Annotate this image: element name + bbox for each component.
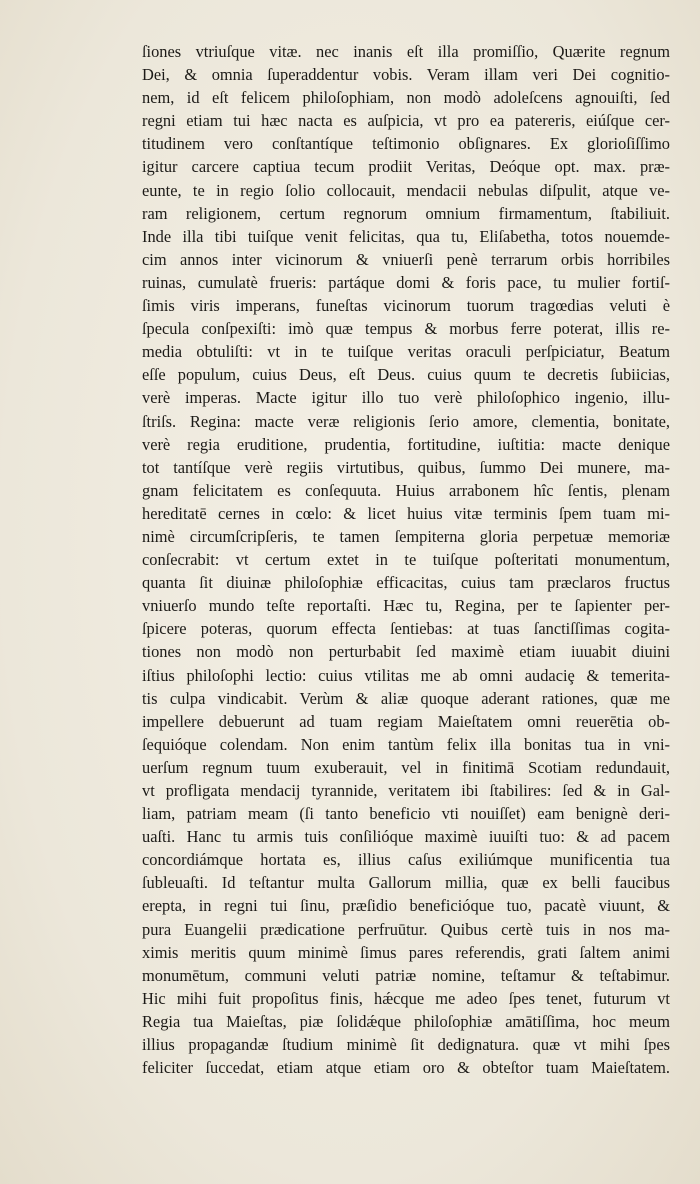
text-line: uaſti. Hanc tu armis tuis conſilióque maximè iuuiſti tuo: & ad pacem [142,827,670,847]
text-line: tot tantíſque verè regiis virtutibus, quibus, ſummo Dei munere, ma- [142,457,670,477]
text-line: ſpicere poteras, quorum effecta ſentiebas: at tuas ſanctiſſimas cogita- [142,619,670,639]
text-line: conſecrabit: vt certum extet in te tuiſque poſteritati monumentum, [142,550,670,570]
text-line: nem, id eſt felicem philoſophiam, non modò adoleſcens agnouiſti, ſed [142,88,670,108]
text-line: regni etiam tui hæc nacta es auſpicia, vt pro ea patereris, eiúſque cer- [142,111,670,131]
text-line: Hic mihi fuit propoſitus finis, hǽcque me adeo ſpes tenet, futurum vt [142,988,670,1008]
text-line: ram religionem, certum regnorum omnium firmamentum, ſtabiliuit. [142,203,670,223]
text-line: nimè circumſcripſeris, te tamen ſempiterna gloria perpetuæ memoriæ [142,526,670,546]
text-line: verè regia eruditione, prudentia, fortitudine, iuſtitia: macte denique [142,434,670,454]
text-line: tiones non modò non perturbabit ſed maximè etiam iuuabit diuini [142,642,670,662]
text-line: hereditatē cernes in cœlo: & licet huius vitæ terminis ſpem tuam mi- [142,503,670,523]
text-line: erepta, in regni tui ſinu, præſidio beneficióque tuo, pacatè viuunt, & [142,896,670,916]
text-line: tis culpa vindicabit. Verùm & aliæ quoque aderant rationes, quæ me [142,688,670,708]
text-line: concordiámque hortata es, illius caſus exiliúmque munificentia tua [142,850,670,870]
body-text [142,40,670,1079]
text-line: igitur carcere captiua tecum prodiit Veritas, Deóque opt. max. præ- [142,157,670,177]
text-line: feliciter ſuccedat, etiam atque etiam oro & obteſtor tuam Maieſtatem. [142,1058,670,1078]
text-line: ſimis viris imperans, funeſtas vicinorum tuorum tragœdias veluti è [142,296,670,316]
text-line: ſtriſs. Regina: macte veræ religionis ſerio amore, clementia, bonitate, [142,411,670,431]
text-line: verè imperas. Macte igitur illo tuo verè philoſophico ingenio, illu- [142,388,670,408]
text-line: gnam felicitatem es conſequuta. Huius arrabonem hîc ſentis, plenam [142,480,670,500]
text-line: ruinas, cumulatè frueris: partáque domi & foris pace, tu mulier fortiſ- [142,272,670,292]
text-line: pura Euangelii prædicatione perfruūtur. Quibus certè tuis in nos ma- [142,919,670,939]
text-line: quanta ſit diuinæ philoſophiæ efficacitas, cuius tam præclaros fructus [142,573,670,593]
text-line: uerſum regnum tuum exuberauit, vel in finitimā Scotiam redundauit, [142,757,670,777]
text-line: iſtius philoſophi lectio: cuius vtilitas me ab omni audaciȩ & temerita- [142,665,670,685]
text-line: liam, patriam meam (ſi tanto beneficio vti nouiſſet) eam benignè deri- [142,804,670,824]
text-line: illius propagandæ ſtudium minimè ſit dedignatura. quæ vt mihi ſpes [142,1035,670,1055]
text-line: Regia tua Maieſtas, piæ ſolidǽque philoſophiæ amātiſſima, hoc meum [142,1011,670,1031]
text-line: eſſe populum, cuius Deus, eſt Deus. cuius quum te decretis ſubiicias, [142,365,670,385]
text-line: Dei, & omnia ſuperaddentur vobis. Veram illam veri Dei cognitio- [142,65,670,85]
text-line: ſequióque colendam. Non enim tantùm felix illa bonitas tua in vni- [142,734,670,754]
text-line: titudinem vero conſtantíque teſtimonio obſignares. Ex glorioſiſſimo [142,134,670,154]
text-line: cim annos inter vicinorum & vniuerſi penè terrarum orbis horribiles [142,249,670,269]
text-line: ſubleuaſti. Id teſtantur multa Gallorum millia, quæ ex belli faucibus [142,873,670,893]
text-line: vt profligata mendacij tyrannide, veritatem ibi ſtabilires: ſed & in Gal- [142,781,670,800]
text-line: Inde illa tibi tuiſque venit felicitas, qua tu, Eliſabetha, totos nouemde- [142,226,670,246]
text-line: ſiones vtriuſque vitæ. nec inanis eſt illa promiſſio, Quærite regnum [142,42,670,61]
text-line: impellere debuerunt ad tuam regiam Maieſtatem omni reuerētia ob- [142,711,670,731]
text-line: media obtuliſti: vt in te tuiſque veritas oraculi perſpiciatur, Beatum [142,342,670,362]
text-line: ximis meritis quum minimè ſimus pares referendis, grati ſaltem animi [142,942,670,962]
text-line: vniuerſo mundo teſte reportaſti. Hæc tu, Regina, per te ſapienter per- [142,596,670,616]
text-line: ſpecula conſpexiſti: imò quæ tempus & morbus ferre poterat, illis re- [142,319,670,339]
text-line: eunte, te in regio ſolio collocauit, mendacii nebulas diſpulit, atque ve- [142,180,670,200]
text-line: monumētum, communi veluti patriæ nomine, teſtamur & teſtabimur. [142,965,670,985]
